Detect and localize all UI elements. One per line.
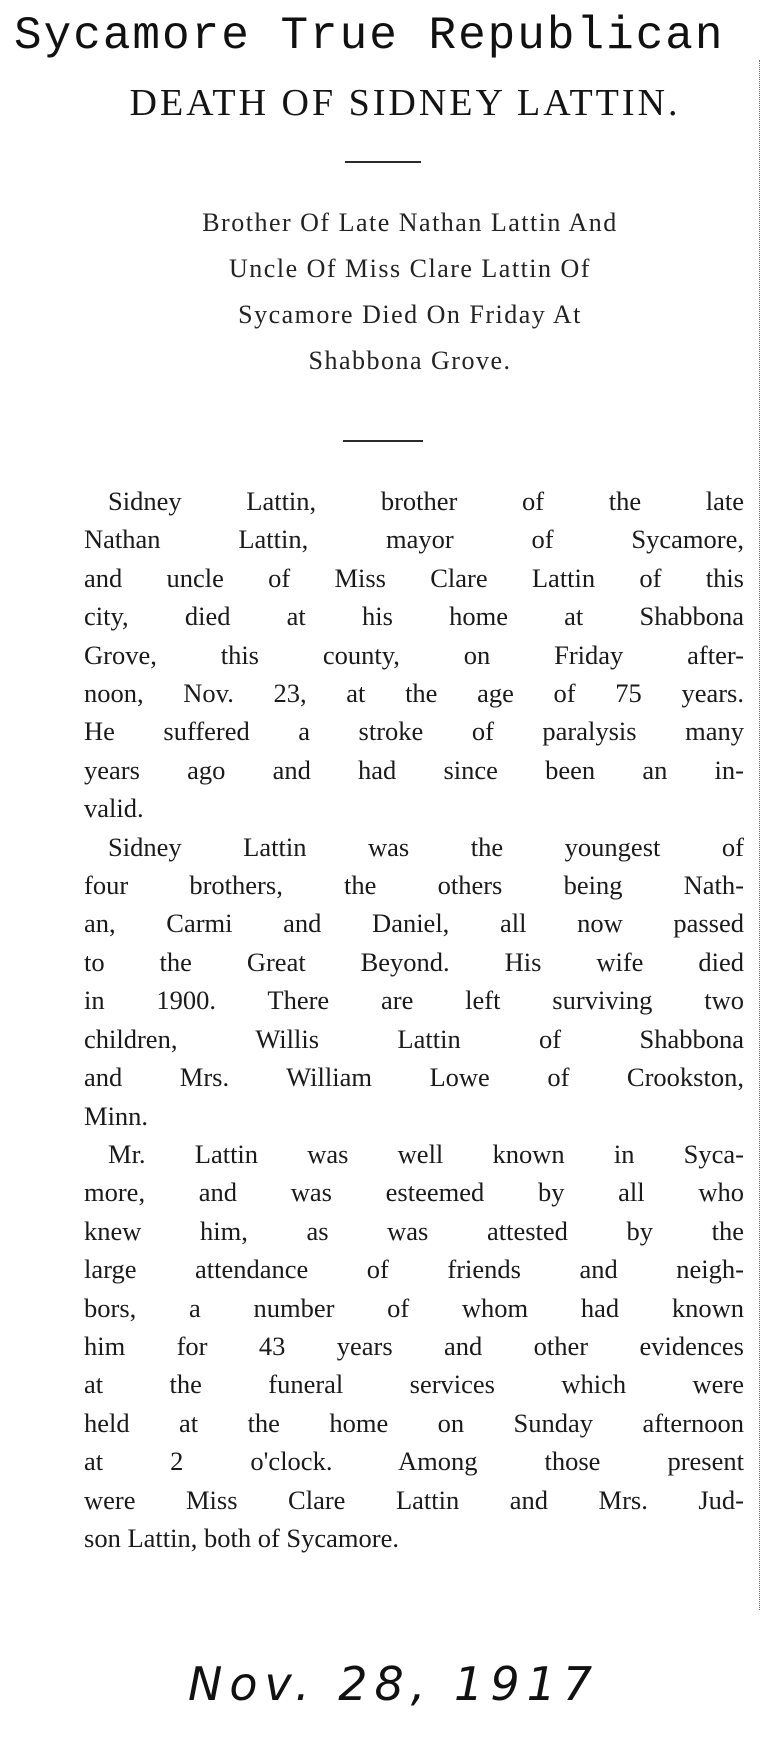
text-line: held at the home on Sunday afternoon — [84, 1407, 744, 1438]
text-line: Sidney Lattin was the youngest of — [108, 831, 744, 862]
text-line: an, Carmi and Daniel, all now passed — [84, 908, 744, 939]
article-paragraph — [84, 482, 744, 828]
subheadline-line: Uncle Of Miss Clare Lattin Of — [229, 254, 591, 283]
text-line: He suffered a stroke of paralysis many — [84, 716, 744, 747]
text-line: children, Willis Lattin of Shabbona — [84, 1023, 744, 1054]
text-line: bors, a number of whom had known — [84, 1292, 744, 1323]
text-line: noon, Nov. 23, at the age of 75 years. — [84, 678, 744, 709]
article-paragraph — [84, 828, 744, 1135]
text-line: at the funeral services which were — [84, 1369, 744, 1400]
text-line: to the Great Beyond. His wife died — [84, 946, 744, 977]
text-line: were Miss Clare Lattin and Mrs. Jud- — [84, 1484, 744, 1515]
text-line: four brothers, the others being Nath- — [84, 870, 744, 901]
headline-divider — [345, 161, 421, 163]
text-line: Sidney Lattin, brother of the late — [108, 486, 744, 516]
text-line: valid. — [84, 793, 144, 824]
text-line: Minn. — [84, 1100, 149, 1131]
text-line: Nathan Lattin, mayor of Sycamore, — [84, 524, 744, 555]
text-line: son Lattin, both of Sycamore. — [84, 1522, 399, 1553]
text-line: at 2 o'clock. Among those present — [84, 1446, 744, 1477]
text-line: him for 43 years and other evidences — [84, 1330, 744, 1361]
subheadline-line: Sycamore Died On Friday At — [238, 300, 582, 329]
article-paragraph — [84, 1135, 744, 1557]
text-line: more, and was esteemed by all who — [84, 1177, 744, 1208]
text-line: Mr. Lattin was well known in Syca- — [108, 1138, 744, 1169]
handwritten-date: Nov. 28, 1917 — [188, 1657, 600, 1711]
article-headline: DEATH OF SIDNEY LATTIN. — [129, 82, 681, 124]
subheadline-line: Brother Of Late Nathan Lattin And — [202, 208, 618, 237]
text-line: years ago and had since been an in- — [84, 754, 744, 785]
text-line: in 1900. There are left surviving two — [84, 985, 744, 1016]
column-edge-divider — [759, 60, 760, 1610]
subheadline-line: Shabbona Grove. — [308, 346, 512, 375]
text-line: city, died at his home at Shabbona — [84, 601, 744, 632]
text-line: and uncle of Miss Clare Lattin of this — [84, 562, 744, 593]
text-line: and Mrs. William Lowe of Crookston, — [84, 1062, 744, 1093]
text-line: large attendance of friends and neigh- — [84, 1254, 744, 1285]
newspaper-masthead: Sycamore True Republican — [14, 10, 725, 62]
text-line: knew him, as was attested by the — [84, 1215, 744, 1246]
subheadline-divider — [343, 440, 423, 442]
article-body — [84, 482, 744, 1557]
text-line: Grove, this county, on Friday after- — [84, 639, 744, 670]
article-subheadline — [70, 200, 750, 384]
